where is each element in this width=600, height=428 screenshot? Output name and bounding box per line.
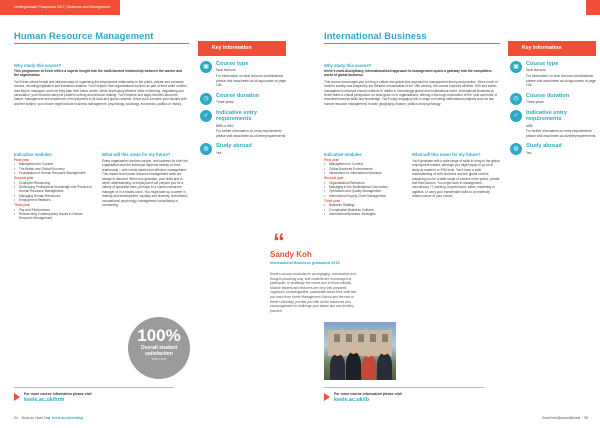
list-item: • Managing in the Multinational Corporation — [324, 185, 406, 189]
graduate-quote: Keele's course concluded in an engaging, constructive and thought-provoking way, and students are encouraged to participate, to challenge the norms and to think critically. Module leaders and lecturers are very well-prepared, organised, knowledgeable, passionate about their craft and you learn from Keele Management School and the rest of Keele University, provide you with all the resources and encouragement to challenge your status quo and develop yourself. — [270, 272, 357, 313]
list-item: • Business Strategy — [324, 203, 406, 207]
module-list — [14, 208, 96, 221]
title-divider — [14, 43, 189, 44]
list-item: • International Business Strategies — [324, 212, 406, 216]
graduation-photo — [324, 322, 396, 380]
module-list — [14, 162, 96, 175]
page-title: Human Resource Management — [14, 30, 154, 41]
list-item: • Introduction to International Business — [324, 171, 406, 175]
course-info-link[interactable]: For more course information please visit keele.ac.uk/hrm — [14, 387, 174, 409]
course-info-link[interactable]: For more course information please visit keele.ac.uk/ib — [324, 387, 484, 409]
year-label: First year — [324, 158, 339, 162]
key-entry-requirements: ✓ Indicative entry requirements ABB For further information on entry requirements please visit www.keele.ac.uk/entryrequirements — [508, 110, 596, 139]
course-url[interactable]: keele.ac.uk/ib — [334, 397, 370, 403]
list-item: • Foundations of Human Resource Management — [14, 171, 96, 175]
year-label: Third year — [324, 198, 340, 203]
year-label: Second year — [324, 176, 344, 181]
page-footer: 94 Book an Open Day keele.ac.uk/visiting — [14, 416, 84, 420]
checklist-icon: ✓ — [200, 110, 212, 122]
list-item: • Management in Context — [324, 162, 406, 166]
globe-icon: ◍ — [200, 143, 212, 155]
satisfaction-badge: 100% Overall student satisfaction (NSS 2015) — [128, 317, 190, 379]
list-item: • Researching Contemporary Issues in Human Resource Management — [14, 212, 96, 221]
globe-icon: ◍ — [510, 143, 522, 155]
list-item: • Operations and Quality Management — [324, 189, 406, 193]
page-title: International Business — [324, 30, 427, 41]
key-course-type: ▣ Course type Dual honours For information on dual honours combinations please visit www.keele.ac.uk/ugcourses or page 136 — [198, 61, 286, 88]
arrow-right-icon — [324, 393, 330, 401]
year-label: First year — [14, 158, 29, 162]
key-info-heading: Key Information — [508, 41, 596, 56]
key-study-abroad: ◍ Study abroad Yes — [198, 143, 286, 155]
list-item: • Employee Resourcing — [14, 181, 96, 185]
key-study-abroad: ◍ Study abroad Yes — [508, 143, 596, 155]
module-list — [14, 181, 96, 202]
why-heading: Why study this course? — [324, 63, 372, 68]
graduate-role: International Business graduated 2015 — [270, 261, 340, 265]
quote-mark-icon: “ — [273, 229, 285, 256]
key-course-type: ▣ Course type Dual honours For information on dual honours combinations please visit www.keele.ac.uk/ugcourses or page 136 — [508, 61, 596, 88]
page-footer: Email info@ukaur@keele 95 — [542, 416, 588, 420]
section-header-bar: Undergraduate Prospectus 2017 | Business and Management — [0, 0, 120, 15]
list-item: • Comparative Business Cultures — [324, 208, 406, 212]
list-item: • Managing Human Resources — [14, 194, 96, 198]
course-type-icon: ▣ — [200, 61, 212, 73]
year-label: Third year — [14, 203, 30, 208]
intro-lead: Keele's multi-disciplinary, internationalised approach to management opens a gateway into the competitive world of global business. — [324, 69, 492, 78]
modules-heading: Indicative modules — [14, 152, 52, 157]
graduate-name: Sandy Koh — [270, 250, 312, 259]
list-item: • Global Business Environments — [324, 167, 406, 171]
year-label: Second year — [14, 176, 34, 181]
page-number: 95 — [584, 416, 588, 420]
intro-paragraph: You'll learn about formal and informal ways of organising the employment relationship in the public, private and voluntary sectors, including legislation and industrial relations. You'll explore how organisations function as part of their wider context, how they're managed, and how they plan their future needs. While developing effective skills in listening, negotiating and persuasion, you'll become adept at problem solving and decision making. You'll explore and apply theories about the nature, management and experience of employment in its local and global contexts. Since you'll combine your studies with another subject, your choice might include business management, psychology, sociology, economics, politics or history. — [14, 79, 188, 106]
key-course-duration: ◷ Course duration Three years — [508, 93, 596, 105]
future-heading: What will this mean for my future? — [102, 152, 171, 157]
list-item: • Management in Context — [14, 162, 96, 166]
intro-paragraph: This course encourages you to bring a critical and global lens approach to management theory and practice. Since much of modern society was shaped by the Western industrialists of the 19th century, this course explores whether 19th and earlier management concepts should continue to matter in increasingly global and multinational world. International Business at Keele takes a critical perspective on what goes on in organisations, offering a thorough exploration of the 'nuts and bolts' of essential business skills and knowledge. You'll enjoy engaging with a range of exciting international subjects such as law, human resource management, human geography, finance, politics and psychology. — [324, 79, 498, 106]
future-section — [102, 152, 188, 207]
clock-icon: ◷ — [510, 93, 522, 105]
checklist-icon: ✓ — [510, 110, 522, 122]
list-item: • Employment Relations — [14, 198, 96, 202]
list-item: • Developing Professional Knowledge and Practice in Human Resource Management — [14, 185, 96, 194]
key-info-heading: Key Information — [198, 41, 286, 56]
list-item: • Pay and Performance — [14, 208, 96, 212]
modules-section — [14, 152, 96, 220]
arrow-right-icon — [14, 393, 20, 401]
key-information-box — [198, 41, 286, 155]
course-type-icon: ▣ — [510, 61, 522, 73]
intro-lead: This programme at Keele offers a superb insight into the multi-faceted relationship between the worker and the organisation. — [14, 69, 183, 78]
page-number: 94 — [14, 416, 18, 420]
key-course-duration: ◷ Course duration Three years — [198, 93, 286, 105]
open-day-link[interactable]: keele.ac.uk/visiting — [52, 416, 84, 420]
list-item: • Organisational Behaviour — [324, 181, 406, 185]
modules-heading: Indicative modules — [324, 152, 362, 157]
course-url[interactable]: keele.ac.uk/hrm — [24, 397, 65, 403]
why-heading: Why study this course? — [14, 63, 62, 68]
key-entry-requirements: ✓ Indicative entry requirements BBB or ABC For further information on entry requirements please visit www.keele.ac.uk/entryrequirements — [198, 110, 286, 139]
intro-section — [14, 63, 188, 106]
list-item: • The British and Global Economy — [14, 167, 96, 171]
future-heading: What will this mean for my future? — [412, 152, 481, 157]
clock-icon: ◷ — [200, 93, 212, 105]
future-paragraph: Every organisation involves people, and success for both the organisation and the individual depends heavily on their relationship – with needs careful and effective management. This means that human resource management skills are always in demand. When you graduate, your skills and in-depth understanding of employment will prepare you for a variety of specialist roles, perhaps in a human resources manager or in a trades union. You might take up a career in training and development, equality and diversity, recruitment, occupational psychology, management consultancy or counselling. — [102, 159, 188, 208]
right-page — [270, 0, 600, 428]
list-item: • International Supply Chain Management — [324, 194, 406, 198]
future-paragraph: You'll graduate with a wide range of skills to bring to the global employment market, although you might equip to go on to study at master's or PhD level. You'll have a solid understanding of both business and the global context, preparing you for a wide range of careers in the public, private and third sectors. You might work in management consultancy, IT, banking, import/export, sales, marketing or logistics, or carry your transferable skills to an indirectly related career of your choice. — [412, 159, 500, 199]
